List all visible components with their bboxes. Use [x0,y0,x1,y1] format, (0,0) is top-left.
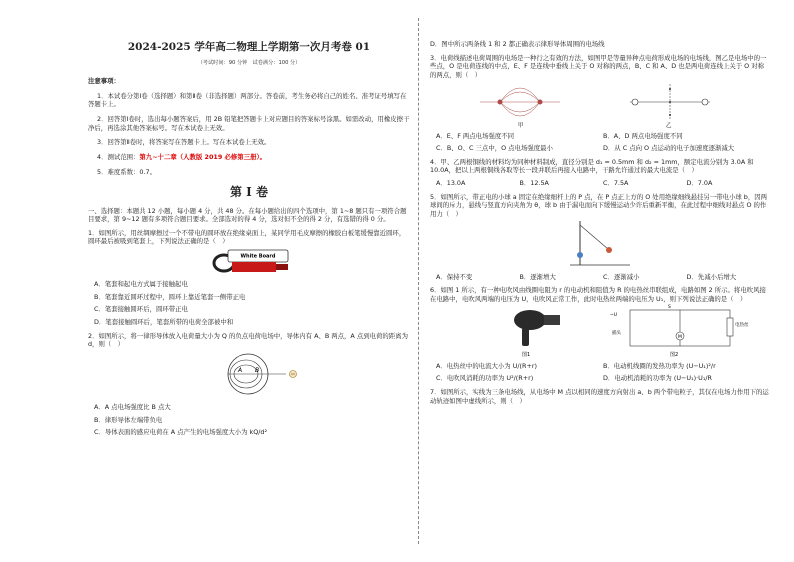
q5-option-a: A．保持不变 [436,272,473,281]
q3-figure [430,80,770,128]
q3-option-c: C．B、O、C 三点中，O 点电场强度最小 [436,144,553,153]
dryer-handle [522,328,529,346]
hair-dryer-image [514,310,560,358]
q4-option-b: B．12.5A [519,179,549,188]
charge-right [702,99,708,105]
q5-option-c: C．逐渐减小 [603,272,640,281]
negative-charge [538,99,543,104]
q6-option-b: B．电动机线圈的发热功率为 (U−U₁)²/r [603,361,716,370]
motor-label: M [678,334,682,340]
heater-resistor [727,318,733,336]
pen-label: White Board [240,253,276,260]
point-o [669,101,671,103]
note-2: 2．回答第Ⅰ卷时，选出每小题答案后，用 2B 铅笔把答题卡上对应题目的答案标号涂黑。如需改动，用橡皮擦干净后，再选涂其他答案标号。写在本试卷上无效。 [88,115,410,132]
q4-options [430,179,770,188]
scope-value: 第九~十二章（人教版 2019 必修第三册）。 [139,153,267,162]
q5-option-d: D．先减小后增大 [686,272,737,281]
q1-option-d: D．笔套接触圆环后，笔套所带的电荷全部被中和 [94,317,234,326]
pen-body [232,262,276,272]
question-5: 5．如图所示，带正电的小球 a 固定在绝缘细杆上的 P 点，在 P 点正上方的 O 处用绝缘细线悬挂另一带电小球 b，因两球间的斥力，悬线与竖直方向夹角为 θ，球 b 由于漏电而向下缓慢运动少许后重新平衡，在此过程中细线对悬点 O 的作用力（ ） [430,192,768,219]
scope-prefix: 4．测试范围： [97,153,140,162]
point-e [669,88,671,90]
field-line-bottom-2 [500,102,540,116]
dryer-head [514,310,546,330]
q2-option-a: A．A 点电场强度比 B 点大 [94,402,171,411]
heater-label: 电热丝 [735,322,749,328]
field-lines-diagram [480,88,560,128]
section-title: 第 Ⅰ 卷 [230,185,268,200]
note-5: 5．难度系数：0.7。 [97,167,156,176]
plug-label: 插头 [612,330,621,336]
notes-heading: 注意事项： [88,77,120,86]
q5-option-b: B．逐渐增大 [519,272,556,281]
q2-option-b: B．律形导体左端带负电 [94,415,163,424]
field-line-top-1 [500,92,540,102]
caption-jia: 甲 [518,122,524,128]
caption-fig2: 图2 [670,351,679,358]
section-instructions: 一、选择题：本题共 12 小题，每小题 4 分，共 48 分。在每小题给出的四个选项中，第 1~8 题只有一项符合题目要求，第 9~12 题有多项符合题目要求。全部选对的得 4 分，选对但不全的得 2 分，有选错的得 0 分。 [88,206,407,224]
caption-yi: 乙 [666,122,672,128]
q4-option-c: C．7.5A [603,179,629,188]
note-4 [88,153,410,162]
q6-options-row-1 [430,362,770,371]
point-a-label: A [238,366,243,374]
charge-left [632,99,638,105]
q3-option-a: A．E、F 两点电场强度不同 [436,131,515,140]
q2-figure [88,349,410,399]
switch-label: S [668,304,671,310]
circuit-diagram [610,304,749,358]
q6-figure [430,304,770,358]
q6-option-c: C．电吹风消耗的功率为 U²/(R+r) [436,374,534,383]
q1-option-b: B．笔套靠近圆环过程中，圆环上靠近笔套一侧带正电 [94,292,246,301]
point-b-label: B [255,366,260,374]
ball-a [577,252,583,258]
q6-option-d: D．电动机消耗的功率为 (U−U₁)·U₁/R [603,374,712,383]
points-diagram [630,84,710,128]
q6-options-row-2 [430,374,770,383]
question-1: 1．如图所示，用丝绸摩擦过一个不带电的圆环放在绝缘桌面上，某同学用毛皮摩擦的橡胶白板笔缓慢靠近圆环，圆环最后被吸到笔套上，下列说法正确的是（ ） [88,228,406,246]
caption-fig1: 图1 [522,351,531,358]
suspension-thread [580,225,608,249]
q5-figure [430,219,770,269]
column-divider [418,18,419,544]
question-6: 6．如图 1 所示，有一种电吹风由线圈电阻为 r 的电动机和阻值为 R 的电热丝串联组成，电路如图 2 所示。将电吹风接在电路中，电吹风两端的电压为 U，电吹风正常工作，此时电热丝两端的电压为 U₁，则下列说法正确的是（ ） [430,286,766,303]
q1-option-a: A．笔套和起电方式属于接触起电 [94,280,188,289]
q1-figure [88,246,410,276]
exam-meta: （考试时间：90 分钟 试卷满分：100 分） [197,60,301,67]
field-line-top-2 [500,88,540,102]
field-line-bottom-1 [500,102,540,112]
q2-option-d: D．图中所示两条线 1 和 2 都正确表示律形导体周围的电场线 [430,40,605,48]
question-4: 4．甲、乙两根铜线的材料均为同种材料制成，直径分别是 d₁ = 0.5mm 和 d₂ = 1mm，额定电流分别为 3.0A 和 10.0A，把以上两根铜线各取等长一段并联后再接入电路中，干路允许通过的最大电流是（ ） [430,157,754,175]
q5-options [430,273,770,282]
ball-b [606,247,612,253]
q2-option-c: C．导体表面的感应电荷在 A 点产生的电场强度大小为 kQ/d² [94,428,268,437]
pen-tip [276,264,288,270]
question-7: 7．如图所示，实线为三条电场线，从电场中 M 点以相同的速度方向射出 a、b 两个带电粒子，其仅在电场力作用下的运动轨迹如图中虚线所示，则（ ） [430,387,769,405]
point-f [669,114,671,116]
dryer-nozzle [544,315,560,325]
exam-title: 2024-2025 学年高二物理上学期第一次月考卷 01 [127,41,371,53]
q3-option-d: D．从 C 点向 O 点运动的电子加速度逐渐减大 [603,144,735,153]
q1-option-c: C．笔套接触圆环后，圆环带正电 [94,305,188,314]
q3-options-row-1 [430,132,770,141]
q3-option-b: B．A、D 两点电场强度不同 [603,131,683,140]
positive-charge [498,99,503,104]
note-1: 1．本试卷分第Ⅰ卷（选择题）和第Ⅱ卷（非选择题）两部分。答卷前，考生务必将自己的姓名、准考证号填写在答题卡上。 [88,91,407,109]
q4-option-a: A．13.0A [436,179,466,188]
question-3: 3．电荷线描述电荷周围的电场是一种行之有效的方法，如图甲是等量异种点电荷形成电场的电场线，图乙是电场中的一些点，O 是电荷连线的中点，E、F 是连线中垂线上关于 O 对称的两点，B、C 和 A、D 也是两电荷连线上关于 O 对称的两点，则（ ） [430,53,767,79]
q3-options-row-2 [430,144,770,153]
right-column [430,0,770,562]
note-3: 3．回答第Ⅱ卷时，将答案写在答题卡上。写在本试卷上无效。 [97,138,271,147]
voltage-label: ~U [610,312,618,318]
q6-option-a: A．电热丝中的电流大小为 U/(R+r) [436,361,537,370]
left-column [88,0,410,562]
question-2: 2．如图所示，将一律形导体放入电荷量大小为 Q 的负点电荷电场中，导体内有 A、B 两点，A 点到电荷的距离为 d，则（ ） [88,331,408,349]
q4-option-d: D．7.0A [686,179,713,188]
